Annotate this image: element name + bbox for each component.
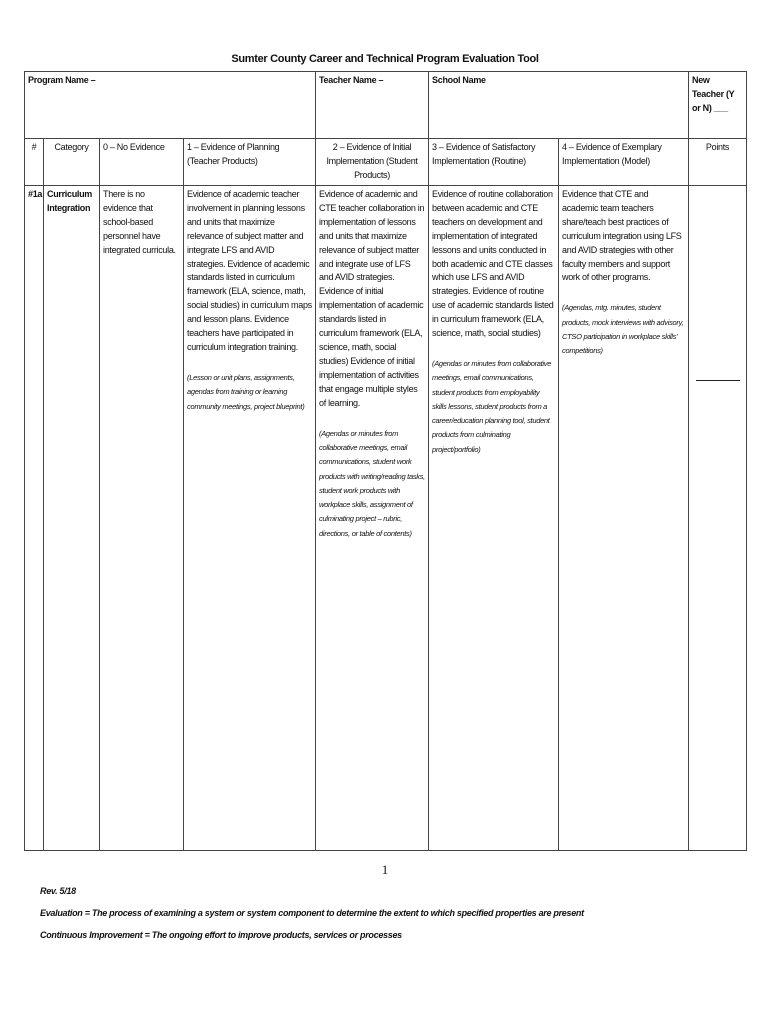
level1-cell <box>184 185 316 850</box>
continuous-improvement-definition: Continuous Improvement = The ongoing effort to improve products, services or processes <box>40 930 402 940</box>
level1-evidence: (Lesson or unit plans, assignments, agendas from training or learning community meetings, project blueprint) <box>187 373 305 411</box>
points-blank-line[interactable] <box>696 380 740 381</box>
program-name-field[interactable]: Program Name – <box>25 72 316 139</box>
evaluation-table <box>24 71 747 851</box>
col-level0: 0 – No Evidence <box>100 139 184 186</box>
col-level4: 4 – Evidence of Exemplary Implementation (Model) <box>559 139 689 186</box>
page-number: 1 <box>381 862 389 877</box>
level4-evidence: (Agendas, mtg. minutes, student products, mock interviews with advisory, CTSO participation in workplace skills' competitions) <box>562 303 684 356</box>
document-title: Sumter County Career and Technical Program Evaluation Tool <box>231 53 539 65</box>
row-category: Curriculum Integration <box>44 185 100 850</box>
level2-evidence: (Agendas or minutes from collaborative meetings, email communications, student work products with writing/reading tasks, student work products with workplace skills, assignment of culminating project – rubric, directions, or table of contents) <box>319 428 425 538</box>
level0-cell <box>100 185 184 850</box>
revision-note: Rev. 5/18 <box>40 886 76 896</box>
table-row <box>25 185 747 850</box>
col-level2: 2 – Evidence of Initial Implementation (Student Products) <box>316 139 429 186</box>
level3-evidence: (Agendas or minutes from collaborative meetings, email communications, student products from employability skills lessons, student products from a career/education planning tool, student products from culminating project/portfolio) <box>432 359 552 454</box>
level4-text: Evidence that CTE and academic team teachers share/teach best practices of curriculum integration using LFS and AVID strategies with other faculty members and support work of other programs. <box>562 188 682 283</box>
level2-text: Evidence of academic and CTE teacher collaboration in implementation of lessons and units that maximize relevance of subject matter and integrate use of LFS and AVID strategies. Evidence of initial implementation of academic standards listed in curriculum framework (ELA, science, math, social studies) Evidence of initial implementation of activities that engage multiple styles of learning. <box>319 188 425 408</box>
teacher-name-field[interactable]: Teacher Name – <box>316 72 429 139</box>
col-num: # <box>25 139 44 186</box>
level3-cell <box>429 185 559 850</box>
col-points: Points <box>689 139 747 186</box>
level2-cell <box>316 185 429 850</box>
new-teacher-field[interactable]: New Teacher (Y or N) ___ <box>689 72 747 139</box>
points-cell[interactable] <box>689 185 747 850</box>
col-category: Category <box>44 139 100 186</box>
level0-text: There is no evidence that school-based personnel have integrated curricula. <box>103 188 176 255</box>
row-number: #1a <box>25 185 44 850</box>
col-level1: 1 – Evidence of Planning (Teacher Products) <box>184 139 316 186</box>
school-name-field[interactable]: School Name <box>429 72 689 139</box>
level3-text: Evidence of routine collaboration between academic and CTE teachers on development and implementation of integrated lessons and units conducted in both academic and CTE classes which use LFS and AVID strategies. Evidence of routine use of academic standards listed in curriculum framework (ELA, science, math, social studies) <box>432 188 554 339</box>
evaluation-definition: Evaluation = The process of examining a system or system component to determine the extent to which specified properties are present <box>40 908 584 918</box>
column-header-row <box>25 139 747 186</box>
level1-text: Evidence of academic teacher involvement in planning lessons and units that maximize relevance of subject matter and integrate LFS and AVID strategies. Evidence of academic standards listed in curriculum framework (ELA, science, math, social studies) in curriculum maps and lesson plans. Evidence teachers have participated in curriculum integration training. <box>187 188 312 353</box>
header-row <box>25 72 747 139</box>
level4-cell <box>559 185 689 850</box>
col-level3: 3 – Evidence of Satisfactory Implementation (Routine) <box>429 139 559 186</box>
